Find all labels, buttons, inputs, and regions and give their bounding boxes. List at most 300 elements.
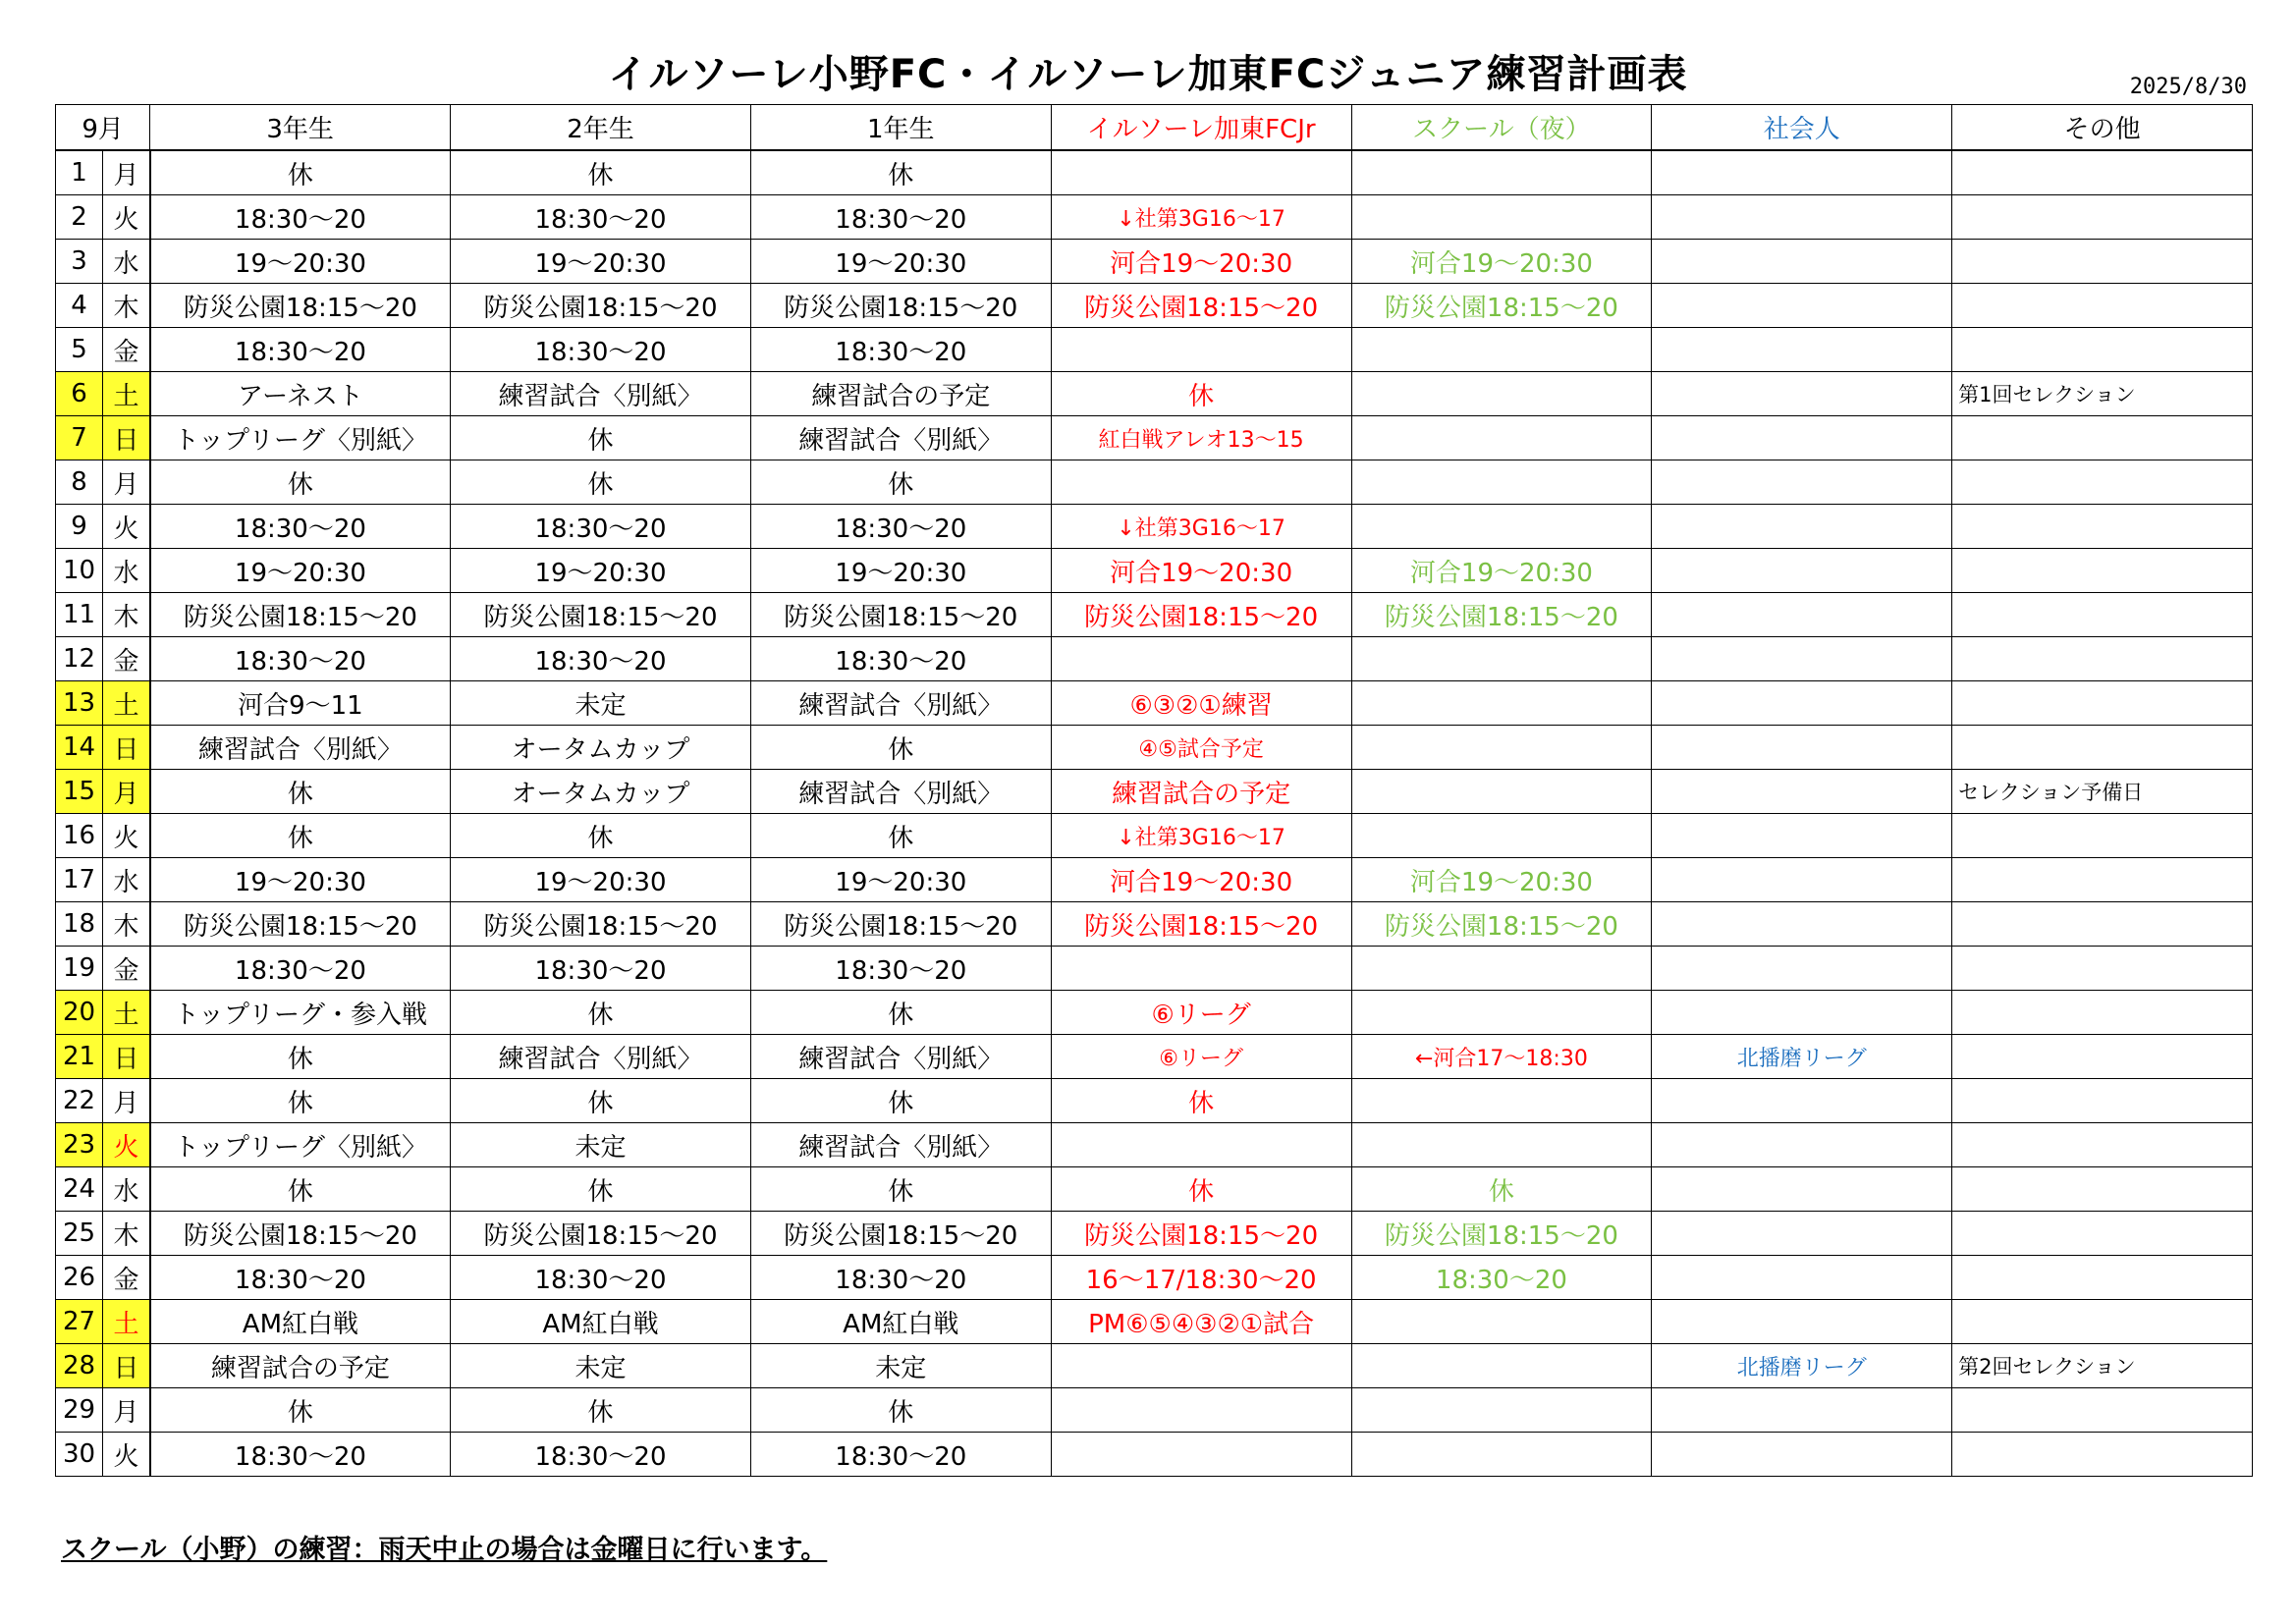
katou-jr-cell: ↓社第3G16～17 xyxy=(1051,195,1351,240)
shakaijin-cell xyxy=(1652,284,1952,328)
grade1-cell: 19～20:30 xyxy=(750,240,1051,284)
grade2-cell: 18:30～20 xyxy=(451,637,751,681)
grade2-cell: 19～20:30 xyxy=(451,240,751,284)
shakaijin-cell xyxy=(1652,1123,1952,1167)
grade3-cell: 河合9～11 xyxy=(150,681,451,726)
shakaijin-cell xyxy=(1652,902,1952,947)
grade2-cell: オータムカップ xyxy=(451,726,751,770)
other-cell xyxy=(1952,240,2253,284)
table-row xyxy=(56,902,2253,947)
grade2-cell: 18:30～20 xyxy=(451,947,751,991)
grade2-cell: 休 xyxy=(451,1079,751,1123)
grade2-cell: 防災公園18:15～20 xyxy=(451,1212,751,1256)
grade3-cell: 18:30～20 xyxy=(150,505,451,549)
katou-jr-cell xyxy=(1051,1433,1351,1477)
weekday-cell: 土 xyxy=(103,681,150,726)
grade1-cell: 18:30～20 xyxy=(750,328,1051,372)
day-number-cell: 3 xyxy=(56,240,103,284)
weekday-cell: 金 xyxy=(103,637,150,681)
header-grade2: 2年生 xyxy=(451,105,751,151)
weekday-cell: 金 xyxy=(103,1256,150,1300)
grade2-cell: 防災公園18:15～20 xyxy=(451,902,751,947)
footnote: スクール（小野）の練習：雨天中止の場合は金曜日に行います。 xyxy=(61,1535,828,1565)
shakaijin-cell xyxy=(1652,372,1952,416)
school-night-cell xyxy=(1351,814,1652,858)
header-school-night: スクール（夜） xyxy=(1351,105,1652,151)
school-night-cell xyxy=(1351,505,1652,549)
table-row xyxy=(56,1123,2253,1167)
shakaijin-cell xyxy=(1652,240,1952,284)
katou-jr-cell: 防災公園18:15～20 xyxy=(1051,902,1351,947)
shakaijin-cell: 北播磨リーグ xyxy=(1652,1344,1952,1388)
shakaijin-cell: 北播磨リーグ xyxy=(1652,1035,1952,1079)
school-night-cell: 18:30～20 xyxy=(1351,1256,1652,1300)
weekday-cell: 水 xyxy=(103,240,150,284)
katou-jr-cell: 防災公園18:15～20 xyxy=(1051,1212,1351,1256)
other-cell xyxy=(1952,991,2253,1035)
day-number-cell: 4 xyxy=(56,284,103,328)
grade3-cell: 休 xyxy=(150,1035,451,1079)
shakaijin-cell xyxy=(1652,460,1952,505)
shakaijin-cell xyxy=(1652,1433,1952,1477)
table-row xyxy=(56,505,2253,549)
grade3-cell: トップリーグ〈別紙〉 xyxy=(150,1123,451,1167)
shakaijin-cell xyxy=(1652,593,1952,637)
table-row xyxy=(56,991,2253,1035)
table-row xyxy=(56,814,2253,858)
school-night-cell: 防災公園18:15～20 xyxy=(1351,284,1652,328)
grade2-cell: 休 xyxy=(451,814,751,858)
weekday-cell: 水 xyxy=(103,1167,150,1212)
other-cell xyxy=(1952,284,2253,328)
table-row xyxy=(56,637,2253,681)
katou-jr-cell: 防災公園18:15～20 xyxy=(1051,593,1351,637)
other-cell xyxy=(1952,681,2253,726)
grade3-cell: 休 xyxy=(150,1079,451,1123)
school-night-cell: 休 xyxy=(1351,1167,1652,1212)
grade3-cell: 防災公園18:15～20 xyxy=(150,1212,451,1256)
school-night-cell xyxy=(1351,1123,1652,1167)
schedule-table xyxy=(55,104,2253,1477)
school-night-cell: 河合19～20:30 xyxy=(1351,858,1652,902)
school-night-cell xyxy=(1351,150,1652,195)
other-cell xyxy=(1952,1212,2253,1256)
day-number-cell: 15 xyxy=(56,770,103,814)
other-cell xyxy=(1952,902,2253,947)
grade1-cell: 18:30～20 xyxy=(750,1433,1051,1477)
day-number-cell: 25 xyxy=(56,1212,103,1256)
day-number-cell: 29 xyxy=(56,1388,103,1433)
school-night-cell xyxy=(1351,1433,1652,1477)
grade3-cell: 休 xyxy=(150,460,451,505)
day-number-cell: 24 xyxy=(56,1167,103,1212)
day-number-cell: 28 xyxy=(56,1344,103,1388)
other-cell xyxy=(1952,328,2253,372)
day-number-cell: 17 xyxy=(56,858,103,902)
shakaijin-cell xyxy=(1652,991,1952,1035)
table-row xyxy=(56,284,2253,328)
grade2-cell: 休 xyxy=(451,150,751,195)
other-cell xyxy=(1952,593,2253,637)
table-row xyxy=(56,1167,2253,1212)
grade1-cell: 休 xyxy=(750,814,1051,858)
grade1-cell: 休 xyxy=(750,1388,1051,1433)
grade3-cell: 18:30～20 xyxy=(150,637,451,681)
grade2-cell: 練習試合〈別紙〉 xyxy=(451,372,751,416)
grade2-cell: 18:30～20 xyxy=(451,328,751,372)
weekday-cell: 土 xyxy=(103,1300,150,1344)
katou-jr-cell xyxy=(1051,460,1351,505)
shakaijin-cell xyxy=(1652,328,1952,372)
grade2-cell: 未定 xyxy=(451,1123,751,1167)
day-number-cell: 26 xyxy=(56,1256,103,1300)
day-number-cell: 9 xyxy=(56,505,103,549)
katou-jr-cell: 紅白戦アレオ13～15 xyxy=(1051,416,1351,460)
katou-jr-cell xyxy=(1051,328,1351,372)
day-number-cell: 18 xyxy=(56,902,103,947)
grade1-cell: 練習試合〈別紙〉 xyxy=(750,681,1051,726)
grade1-cell: AM紅白戦 xyxy=(750,1300,1051,1344)
grade3-cell: 防災公園18:15～20 xyxy=(150,902,451,947)
katou-jr-cell xyxy=(1051,1344,1351,1388)
document-date: 2025/8/30 xyxy=(2129,75,2247,99)
table-row xyxy=(56,593,2253,637)
grade2-cell: 休 xyxy=(451,1388,751,1433)
grade1-cell: 18:30～20 xyxy=(750,195,1051,240)
school-night-cell: 防災公園18:15～20 xyxy=(1351,593,1652,637)
weekday-cell: 土 xyxy=(103,991,150,1035)
other-cell xyxy=(1952,1433,2253,1477)
table-row xyxy=(56,150,2253,195)
header-grade1: 1年生 xyxy=(750,105,1051,151)
grade3-cell: 防災公園18:15～20 xyxy=(150,593,451,637)
grade1-cell: 防災公園18:15～20 xyxy=(750,593,1051,637)
weekday-cell: 木 xyxy=(103,1212,150,1256)
shakaijin-cell xyxy=(1652,1388,1952,1433)
day-number-cell: 27 xyxy=(56,1300,103,1344)
table-row xyxy=(56,1388,2253,1433)
weekday-cell: 火 xyxy=(103,505,150,549)
day-number-cell: 5 xyxy=(56,328,103,372)
grade1-cell: 練習試合〈別紙〉 xyxy=(750,1035,1051,1079)
grade1-cell: 休 xyxy=(750,991,1051,1035)
grade1-cell: 休 xyxy=(750,150,1051,195)
table-row xyxy=(56,1344,2253,1388)
header-row xyxy=(56,105,2253,151)
katou-jr-cell: 河合19～20:30 xyxy=(1051,549,1351,593)
grade1-cell: 休 xyxy=(750,460,1051,505)
grade3-cell: 18:30～20 xyxy=(150,1256,451,1300)
grade2-cell: 19～20:30 xyxy=(451,549,751,593)
grade3-cell: 19～20:30 xyxy=(150,240,451,284)
other-cell xyxy=(1952,416,2253,460)
grade3-cell: トップリーグ・参入戦 xyxy=(150,991,451,1035)
grade3-cell: トップリーグ〈別紙〉 xyxy=(150,416,451,460)
school-night-cell xyxy=(1351,637,1652,681)
weekday-cell: 火 xyxy=(103,195,150,240)
grade1-cell: 休 xyxy=(750,1079,1051,1123)
grade3-cell: 防災公園18:15～20 xyxy=(150,284,451,328)
grade3-cell: 18:30～20 xyxy=(150,195,451,240)
shakaijin-cell xyxy=(1652,681,1952,726)
weekday-cell: 木 xyxy=(103,902,150,947)
weekday-cell: 金 xyxy=(103,947,150,991)
shakaijin-cell xyxy=(1652,1167,1952,1212)
weekday-cell: 日 xyxy=(103,416,150,460)
grade3-cell: 休 xyxy=(150,1167,451,1212)
header-other: その他 xyxy=(1952,105,2253,151)
grade3-cell: 休 xyxy=(150,770,451,814)
weekday-cell: 日 xyxy=(103,1035,150,1079)
table-row xyxy=(56,460,2253,505)
grade3-cell: AM紅白戦 xyxy=(150,1300,451,1344)
shakaijin-cell xyxy=(1652,195,1952,240)
shakaijin-cell xyxy=(1652,150,1952,195)
weekday-cell: 火 xyxy=(103,1433,150,1477)
shakaijin-cell xyxy=(1652,947,1952,991)
weekday-cell: 日 xyxy=(103,1344,150,1388)
katou-jr-cell: 休 xyxy=(1051,372,1351,416)
other-cell xyxy=(1952,858,2253,902)
katou-jr-cell: PM⑥⑤④③②①試合 xyxy=(1051,1300,1351,1344)
katou-jr-cell xyxy=(1051,1388,1351,1433)
shakaijin-cell xyxy=(1652,726,1952,770)
other-cell xyxy=(1952,505,2253,549)
grade3-cell: 休 xyxy=(150,1388,451,1433)
grade3-cell: 18:30～20 xyxy=(150,328,451,372)
grade1-cell: 防災公園18:15～20 xyxy=(750,902,1051,947)
grade2-cell: 防災公園18:15～20 xyxy=(451,284,751,328)
grade1-cell: 練習試合〈別紙〉 xyxy=(750,416,1051,460)
grade2-cell: 休 xyxy=(451,1167,751,1212)
grade1-cell: 未定 xyxy=(750,1344,1051,1388)
katou-jr-cell: 河合19～20:30 xyxy=(1051,240,1351,284)
table-row xyxy=(56,858,2253,902)
grade1-cell: 練習試合〈別紙〉 xyxy=(750,770,1051,814)
school-night-cell: 河合19～20:30 xyxy=(1351,240,1652,284)
grade2-cell: 練習試合〈別紙〉 xyxy=(451,1035,751,1079)
other-cell xyxy=(1952,1079,2253,1123)
shakaijin-cell xyxy=(1652,505,1952,549)
weekday-cell: 火 xyxy=(103,1123,150,1167)
day-number-cell: 14 xyxy=(56,726,103,770)
school-night-cell: 防災公園18:15～20 xyxy=(1351,902,1652,947)
grade2-cell: AM紅白戦 xyxy=(451,1300,751,1344)
weekday-cell: 月 xyxy=(103,770,150,814)
katou-jr-cell: ④⑤試合予定 xyxy=(1051,726,1351,770)
day-number-cell: 10 xyxy=(56,549,103,593)
weekday-cell: 木 xyxy=(103,593,150,637)
school-night-cell: 防災公園18:15～20 xyxy=(1351,1212,1652,1256)
weekday-cell: 水 xyxy=(103,549,150,593)
school-night-cell: ←河合17～18:30 xyxy=(1351,1035,1652,1079)
other-cell xyxy=(1952,1123,2253,1167)
table-row xyxy=(56,770,2253,814)
other-cell xyxy=(1952,1256,2253,1300)
other-cell xyxy=(1952,1300,2253,1344)
grade1-cell: 休 xyxy=(750,1167,1051,1212)
grade2-cell: 休 xyxy=(451,460,751,505)
day-number-cell: 13 xyxy=(56,681,103,726)
grade3-cell: 19～20:30 xyxy=(150,858,451,902)
katou-jr-cell xyxy=(1051,150,1351,195)
other-cell xyxy=(1952,947,2253,991)
katou-jr-cell: ⑥③②①練習 xyxy=(1051,681,1351,726)
shakaijin-cell xyxy=(1652,1256,1952,1300)
weekday-cell: 木 xyxy=(103,284,150,328)
school-night-cell xyxy=(1351,1344,1652,1388)
day-number-cell: 2 xyxy=(56,195,103,240)
day-number-cell: 20 xyxy=(56,991,103,1035)
grade1-cell: 18:30～20 xyxy=(750,1256,1051,1300)
other-cell xyxy=(1952,1035,2253,1079)
school-night-cell xyxy=(1351,372,1652,416)
grade2-cell: 休 xyxy=(451,416,751,460)
other-cell xyxy=(1952,460,2253,505)
other-cell: 第2回セレクション xyxy=(1952,1344,2253,1388)
table-row xyxy=(56,240,2253,284)
katou-jr-cell: 16～17/18:30～20 xyxy=(1051,1256,1351,1300)
table-row xyxy=(56,328,2253,372)
school-night-cell xyxy=(1351,328,1652,372)
katou-jr-cell: 休 xyxy=(1051,1167,1351,1212)
day-number-cell: 23 xyxy=(56,1123,103,1167)
grade1-cell: 防災公園18:15～20 xyxy=(750,1212,1051,1256)
day-number-cell: 30 xyxy=(56,1433,103,1477)
grade3-cell: 休 xyxy=(150,150,451,195)
shakaijin-cell xyxy=(1652,814,1952,858)
shakaijin-cell xyxy=(1652,858,1952,902)
table-row xyxy=(56,1212,2253,1256)
table-row xyxy=(56,726,2253,770)
katou-jr-cell: 練習試合の予定 xyxy=(1051,770,1351,814)
day-number-cell: 21 xyxy=(56,1035,103,1079)
table-row xyxy=(56,372,2253,416)
header-shakaijin: 社会人 xyxy=(1652,105,1952,151)
table-row xyxy=(56,947,2253,991)
shakaijin-cell xyxy=(1652,637,1952,681)
table-row xyxy=(56,681,2253,726)
other-cell: セレクション予備日 xyxy=(1952,770,2253,814)
weekday-cell: 月 xyxy=(103,1079,150,1123)
katou-jr-cell: ⑥リーグ xyxy=(1051,991,1351,1035)
day-number-cell: 1 xyxy=(56,150,103,195)
other-cell xyxy=(1952,150,2253,195)
shakaijin-cell xyxy=(1652,770,1952,814)
header-grade3: 3年生 xyxy=(150,105,451,151)
grade2-cell: 未定 xyxy=(451,1344,751,1388)
table-row xyxy=(56,195,2253,240)
grade3-cell: 練習試合〈別紙〉 xyxy=(150,726,451,770)
shakaijin-cell xyxy=(1652,416,1952,460)
page-title: イルソーレ小野FC・イルソーレ加東FCジュニア練習計画表 xyxy=(608,52,1688,97)
school-night-cell xyxy=(1351,1388,1652,1433)
weekday-cell: 月 xyxy=(103,1388,150,1433)
weekday-cell: 日 xyxy=(103,726,150,770)
other-cell xyxy=(1952,549,2253,593)
grade1-cell: 18:30～20 xyxy=(750,505,1051,549)
grade1-cell: 休 xyxy=(750,726,1051,770)
other-cell xyxy=(1952,195,2253,240)
table-row xyxy=(56,416,2253,460)
day-number-cell: 19 xyxy=(56,947,103,991)
table-row xyxy=(56,1035,2253,1079)
grade2-cell: オータムカップ xyxy=(451,770,751,814)
grade1-cell: 18:30～20 xyxy=(750,637,1051,681)
school-night-cell: 河合19～20:30 xyxy=(1351,549,1652,593)
table-row xyxy=(56,1079,2253,1123)
grade3-cell: 18:30～20 xyxy=(150,1433,451,1477)
grade3-cell: 練習試合の予定 xyxy=(150,1344,451,1388)
shakaijin-cell xyxy=(1652,1079,1952,1123)
header-month: 9月 xyxy=(56,105,150,151)
table-row xyxy=(56,1433,2253,1477)
grade2-cell: 18:30～20 xyxy=(451,1256,751,1300)
grade2-cell: 未定 xyxy=(451,681,751,726)
grade2-cell: 18:30～20 xyxy=(451,195,751,240)
weekday-cell: 金 xyxy=(103,328,150,372)
grade3-cell: 18:30～20 xyxy=(150,947,451,991)
grade1-cell: 19～20:30 xyxy=(750,858,1051,902)
weekday-cell: 火 xyxy=(103,814,150,858)
day-number-cell: 11 xyxy=(56,593,103,637)
school-night-cell xyxy=(1351,195,1652,240)
weekday-cell: 土 xyxy=(103,372,150,416)
other-cell: 第1回セレクション xyxy=(1952,372,2253,416)
grade2-cell: 休 xyxy=(451,991,751,1035)
other-cell xyxy=(1952,637,2253,681)
weekday-cell: 月 xyxy=(103,150,150,195)
table-row xyxy=(56,549,2253,593)
school-night-cell xyxy=(1351,1300,1652,1344)
school-night-cell xyxy=(1351,991,1652,1035)
grade3-cell: 19～20:30 xyxy=(150,549,451,593)
school-night-cell xyxy=(1351,681,1652,726)
grade1-cell: 練習試合の予定 xyxy=(750,372,1051,416)
school-night-cell xyxy=(1351,770,1652,814)
school-night-cell xyxy=(1351,726,1652,770)
grade2-cell: 19～20:30 xyxy=(451,858,751,902)
school-night-cell xyxy=(1351,416,1652,460)
table-row xyxy=(56,1300,2253,1344)
grade2-cell: 18:30～20 xyxy=(451,505,751,549)
katou-jr-cell: 休 xyxy=(1051,1079,1351,1123)
other-cell xyxy=(1952,726,2253,770)
day-number-cell: 22 xyxy=(56,1079,103,1123)
school-night-cell xyxy=(1351,460,1652,505)
school-night-cell xyxy=(1351,1079,1652,1123)
katou-jr-cell: 河合19～20:30 xyxy=(1051,858,1351,902)
grade1-cell: 19～20:30 xyxy=(750,549,1051,593)
day-number-cell: 7 xyxy=(56,416,103,460)
header-katou-jr: イルソーレ加東FCJr xyxy=(1051,105,1351,151)
weekday-cell: 水 xyxy=(103,858,150,902)
grade1-cell: 防災公園18:15～20 xyxy=(750,284,1051,328)
shakaijin-cell xyxy=(1652,1300,1952,1344)
table-row xyxy=(56,1256,2253,1300)
weekday-cell: 月 xyxy=(103,460,150,505)
katou-jr-cell: ↓社第3G16～17 xyxy=(1051,505,1351,549)
grade3-cell: 休 xyxy=(150,814,451,858)
shakaijin-cell xyxy=(1652,549,1952,593)
grade2-cell: 防災公園18:15～20 xyxy=(451,593,751,637)
katou-jr-cell xyxy=(1051,947,1351,991)
shakaijin-cell xyxy=(1652,1212,1952,1256)
grade2-cell: 18:30～20 xyxy=(451,1433,751,1477)
day-number-cell: 12 xyxy=(56,637,103,681)
grade3-cell: アーネスト xyxy=(150,372,451,416)
school-night-cell xyxy=(1351,947,1652,991)
